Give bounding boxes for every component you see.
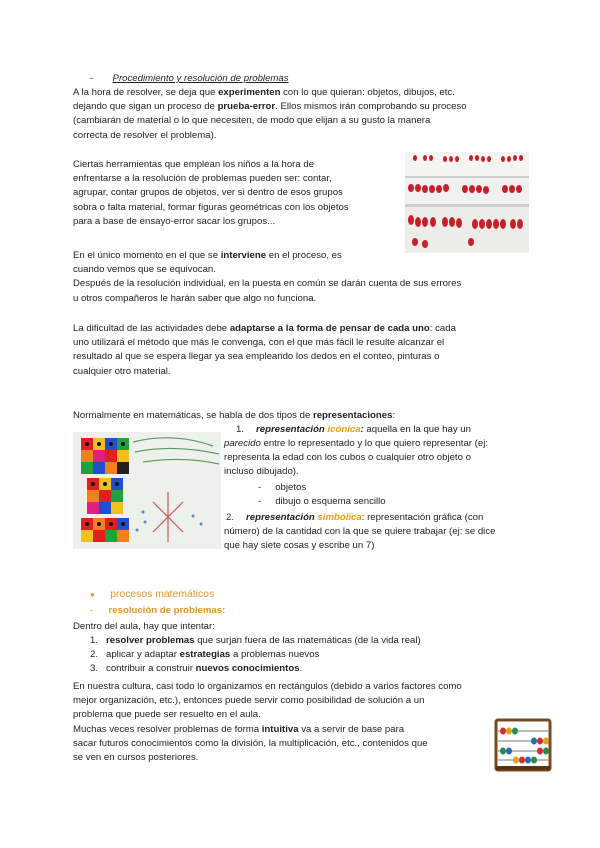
- text-run: aquella en la que hay un: [363, 424, 471, 435]
- bold-term: adaptarse a la forma de pensar de cada uno: [229, 323, 430, 334]
- text-run: dejando que sigan un proceso de: [73, 101, 218, 113]
- text-line: resultado al que se espera llegar ya sea empleando los dedos en el conteo, pinturas o: [73, 351, 440, 363]
- classroom-intro: [73, 620, 215, 634]
- paragraph-tools: [73, 158, 349, 229]
- section-heading-procesos: [90, 588, 214, 602]
- text-run: con lo que quieran: objetos, dibujos, etc.: [280, 87, 455, 98]
- list-number: 1.: [90, 635, 99, 646]
- text-run: . Ellos mismos irán comprobando su proceso: [275, 101, 467, 113]
- text-line: para a base de ensayo-error sacar los grupos...: [73, 215, 276, 227]
- heading-text: procesos matemáticos: [110, 589, 215, 600]
- text-line: incluso dibujado).: [224, 466, 299, 478]
- representations-intro: [73, 409, 395, 423]
- bold-term: experimenten: [218, 87, 281, 98]
- text-line: En nuestra cultura, casi todo lo organizamos en rectángulos (debido a varios factores como: [73, 681, 462, 692]
- text-run: La dificultad de las actividades debe: [73, 323, 230, 334]
- list-number: 2.: [226, 512, 235, 523]
- text-run: a problemas nuevos: [230, 649, 320, 661]
- term-highlight: icónica: [327, 424, 361, 435]
- bold-term: interviene: [220, 250, 267, 261]
- heading-bullet: -: [90, 73, 94, 84]
- text-run: contribuir a construir: [106, 663, 196, 675]
- text-run: .: [299, 663, 303, 675]
- list-number: 1.: [236, 424, 245, 435]
- bold-term: nuevos conocimientos: [195, 663, 300, 675]
- sub-item: dibujo o esquema sencillo: [275, 496, 386, 508]
- paragraph-experimentation: [73, 86, 467, 143]
- photo-colored-cubes: [73, 432, 221, 549]
- paragraph-intervention: [73, 249, 461, 306]
- list-number: 3.: [90, 663, 99, 675]
- sub-dash: -: [258, 496, 262, 508]
- text-line: (cambiarán de material o lo que necesiten, de modo que elijan a su gusto la manera: [73, 115, 431, 127]
- text-run: Muchas veces resolver problemas de forma: [73, 724, 262, 735]
- term-highlight: simbólica: [317, 512, 362, 523]
- text-line: problema que puede ser resuelto en el aula.: [73, 709, 261, 721]
- abacus-icon: [494, 718, 552, 772]
- text-line: uno utilizará el método que más le convenga, con el que más fácil le resulte alcanzar el: [73, 337, 445, 349]
- text-run: que surjan fuera de las matemáticas (de la vida real): [194, 635, 421, 646]
- text-run: va a servir de base para: [298, 724, 405, 735]
- classroom-list: [90, 634, 421, 677]
- iconic-description: [224, 437, 488, 480]
- text-line: enfrentarse a la resolución de problemas pueden ser: contar,: [73, 173, 332, 185]
- text-line: Después de la resolución individual, en la puesta en común se darán cuenta de sus errores: [73, 278, 462, 290]
- text-line: se ven en cursos posteriores.: [73, 752, 199, 764]
- text-line: sobra o falta material, formar figuras geométricas con los objetos: [73, 201, 349, 213]
- text-run: aplicar y adaptar: [106, 649, 180, 661]
- term-text: representación: [256, 424, 328, 435]
- italic-term: parecido: [224, 438, 261, 449]
- bold-term: intuitiva: [261, 724, 299, 735]
- text-line: mejor organización, etc.), entonces puede servir como posibilidad de solución a un: [73, 695, 425, 707]
- term-text: representación: [246, 512, 318, 523]
- text-line: Dentro del aula, hay que intentar:: [73, 621, 215, 632]
- sub-dash: -: [258, 482, 262, 493]
- paragraph-intuitive: [73, 723, 428, 766]
- text-line: agrupar, contar grupos de objetos, ver si dentro de esos grupos: [73, 187, 343, 199]
- text-run: En el único momento en el que se: [73, 250, 221, 261]
- text-line: sacar futuros conocimientos como la división, la multiplicación, etc., contenidos que: [73, 738, 428, 750]
- list-item-iconic: [236, 423, 471, 437]
- list-number: 2.: [90, 649, 99, 661]
- text-run: A la hora de resolver, se deja que: [73, 87, 219, 98]
- bold-term: estrategias: [179, 649, 231, 661]
- term-text: :: [360, 424, 364, 435]
- photo-red-dots-strips: [405, 152, 529, 253]
- bold-term: resolver problemas: [106, 635, 195, 646]
- heading-text: Procedimiento y resolución de problemas: [112, 73, 289, 84]
- text-run: :: [392, 410, 396, 421]
- text-run: : representación gráfica (con: [361, 512, 484, 523]
- text-line: número) de la cantidad con la que se quiere trabajar (ej: se dice: [224, 526, 496, 538]
- text-run: en el proceso, es: [266, 250, 342, 261]
- text-line: correcta de resolver el problema).: [73, 129, 217, 141]
- subheading-resolucion: [90, 604, 225, 618]
- sub-dash: -: [90, 605, 94, 616]
- text-run: Normalmente en matemáticas, se habla de dos tipos de: [73, 410, 313, 421]
- bold-term: prueba-error: [217, 101, 276, 113]
- subheading-text: resolución de problemas:: [108, 605, 226, 616]
- text-run: : cada: [429, 323, 456, 334]
- text-line: cuando vemos que se equivocan.: [73, 264, 216, 276]
- text-line: Ciertas herramientas que emplean los niños a la hora de: [73, 159, 315, 170]
- section-heading-procedimiento: [90, 72, 289, 86]
- iconic-sublist: [258, 481, 386, 509]
- text-line: que hay siete cosas y escribe un 7): [224, 540, 375, 552]
- text-line: u otros compañeros le harán saber que algo no funciona.: [73, 292, 317, 304]
- heading-bullet: ●: [90, 590, 95, 599]
- sub-item: objetos: [275, 482, 307, 493]
- list-item-symbolic: [224, 511, 495, 554]
- paragraph-rectangles: [73, 680, 462, 723]
- paragraph-difficulty: [73, 322, 456, 379]
- text-line: representa la edad con los cubos o cualquier otro objeto o: [224, 452, 471, 464]
- bold-term: representaciones: [312, 410, 393, 421]
- text-run: entre lo representado y lo que quiero representar (ej:: [260, 438, 488, 449]
- text-line: cualquier otro material.: [73, 365, 171, 377]
